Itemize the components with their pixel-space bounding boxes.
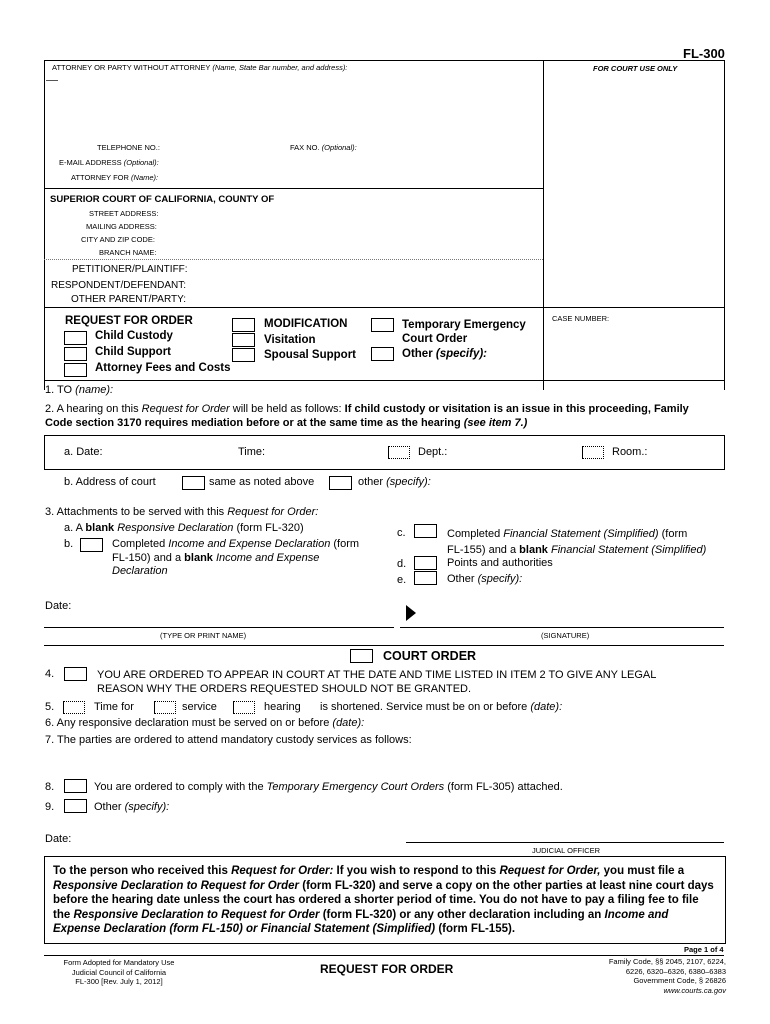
item3-b-text: Completed Income and Expense Declaration (form FL-150) and a blank Income and Expense Declaration xyxy=(112,538,360,577)
dept-checkbox[interactable] xyxy=(388,446,410,459)
modification-checkbox[interactable] xyxy=(232,318,255,332)
request-for-order-title: REQUEST FOR ORDER xyxy=(65,315,193,327)
visitation-checkbox[interactable] xyxy=(232,333,255,347)
notice-text: To the person who received this Request for Order: If you wish to respond to this Request for Order, you must file a Responsive Declaration to Request for Order (form FL-320) and serve a copy on the other parties at least nine court days before the hearing date unless the court has ordered a shorter period of time. You do not have to pay a filing fee to file the Responsive Declaration to Request for Order (form FL-320) or any other declaration including an Income and Expense Declaration (form FL-150) or Financial Statement (Simplified) (form FL-155). xyxy=(53,865,714,935)
item8-checkbox[interactable] xyxy=(64,779,87,793)
item3-e-text: Other (specify): xyxy=(447,573,523,585)
other-attachment-checkbox[interactable] xyxy=(414,571,437,585)
item3-b-label: b. xyxy=(64,538,74,550)
street-address-label: STREET ADDRESS: xyxy=(89,209,159,218)
item3-c-label: c. xyxy=(397,527,406,539)
item3-d-label: d. xyxy=(397,558,407,570)
case-number-label: CASE NUMBER: xyxy=(552,314,610,323)
footer-title: REQUEST FOR ORDER xyxy=(320,962,454,976)
attorney-fees-checkbox[interactable] xyxy=(64,363,87,377)
court-title: SUPERIOR COURT OF CALIFORNIA, COUNTY OF xyxy=(50,194,275,205)
item9-checkbox[interactable] xyxy=(64,799,87,813)
item3-e-label: e. xyxy=(397,574,407,586)
attorney-for-label: ATTORNEY FOR (Name): xyxy=(71,173,159,182)
hearing-dept-label: Dept.: xyxy=(418,446,448,458)
judicial-officer-caption: JUDICIAL OFFICER xyxy=(532,846,601,855)
judicial-officer-line[interactable] xyxy=(406,842,724,843)
same-as-above-checkbox[interactable] xyxy=(182,476,205,490)
item8-text: You are ordered to comply with the Temporary Emergency Court Orders (form FL-305) attached. xyxy=(94,781,563,793)
item9-text: Other (specify): xyxy=(94,801,170,813)
attorney-block-title: ATTORNEY OR PARTY WITHOUT ATTORNEY (Name, State Bar number, and address): xyxy=(52,63,348,72)
court-order-date-label: Date: xyxy=(45,833,72,845)
attorney-name-field[interactable] xyxy=(46,80,58,81)
mailing-address-label: MAILING ADDRESS: xyxy=(86,222,157,231)
court-order-title: COURT ORDER xyxy=(383,649,477,663)
temporary-emergency-label: Temporary Emergency Court Order xyxy=(402,319,526,345)
form-id: FL-300 xyxy=(683,46,725,61)
item3-d-text: Points and authorities xyxy=(447,557,553,569)
item5-service: service xyxy=(182,701,217,713)
child-support-label: Child Support xyxy=(95,346,172,358)
item4-num: 4. xyxy=(45,668,55,680)
signature-line[interactable] xyxy=(400,627,724,628)
other-parent-label: OTHER PARENT/PARTY: xyxy=(71,294,187,305)
item5-rest: is shortened. Service must be on or before (date): xyxy=(320,701,563,713)
temporary-emergency-checkbox[interactable] xyxy=(371,318,394,332)
same-as-above-label: same as noted above xyxy=(209,476,315,488)
income-expense-checkbox[interactable] xyxy=(80,538,103,552)
telephone-label: TELEPHONE NO.: xyxy=(97,143,160,152)
sign-here-arrow-icon xyxy=(406,605,418,621)
type-or-print-caption: (TYPE OR PRINT NAME) xyxy=(160,631,247,640)
fax-label: FAX NO. (Optional): xyxy=(290,143,357,152)
signature-caption: (SIGNATURE) xyxy=(541,631,590,640)
page-number: Page 1 of 4 xyxy=(684,945,724,954)
item5-num: 5. xyxy=(45,701,55,713)
item8-num: 8. xyxy=(45,781,55,793)
financial-statement-checkbox[interactable] xyxy=(414,524,437,538)
petitioner-label: PETITIONER/PLAINTIFF: xyxy=(72,264,188,275)
other-address-label: other (specify): xyxy=(358,476,431,488)
signature-date-label: Date: xyxy=(45,600,72,612)
hearing-time-label: Time: xyxy=(238,446,266,458)
email-label: E-MAIL ADDRESS (Optional): xyxy=(59,158,159,167)
visitation-label: Visitation xyxy=(264,334,316,346)
child-support-checkbox[interactable] xyxy=(64,347,87,361)
item3-intro: 3. Attachments to be served with this Request for Order: xyxy=(45,506,319,518)
item5-hearing: hearing xyxy=(264,701,301,713)
child-custody-label: Child Custody xyxy=(95,330,173,342)
hearing-checkbox[interactable] xyxy=(233,701,255,714)
spousal-support-checkbox[interactable] xyxy=(232,348,255,362)
branch-name-label: BRANCH NAME: xyxy=(99,248,157,257)
for-court-use-only: FOR COURT USE ONLY xyxy=(593,64,678,73)
hearing-room-label: Room.: xyxy=(612,446,648,458)
other-request-label: Other (specify): xyxy=(402,348,487,360)
court-address-label: b. Address of court xyxy=(64,476,156,488)
service-checkbox[interactable] xyxy=(154,701,176,714)
points-authorities-checkbox[interactable] xyxy=(414,556,437,570)
item6-text: 6. Any responsive declaration must be served on or before (date): xyxy=(45,717,365,729)
respondent-label: RESPONDENT/DEFENDANT: xyxy=(51,280,187,291)
item4-text: YOU ARE ORDERED TO APPEAR IN COURT AT THE DATE AND TIME LISTED IN ITEM 2 TO GIVE ANY LEGAL REASON WHY THE ORDERS REQUESTED SHOULD NOT BE GRANTED. xyxy=(97,669,657,695)
item7-text: 7. The parties are ordered to attend mandatory custody services as follows: xyxy=(45,734,412,746)
other-request-checkbox[interactable] xyxy=(371,347,394,361)
item5-time-for: Time for xyxy=(94,701,134,713)
other-address-checkbox[interactable] xyxy=(329,476,352,490)
form-adopted: Form Adopted for Mandatory Use Judicial Council of California FL-300 [Rev. July 1, 2012] xyxy=(63,958,175,986)
item3-c-text: Completed Financial Statement (Simplified) (form FL-155) and a blank Financial Statement (Simplified) xyxy=(447,528,707,556)
item9-num: 9. xyxy=(45,801,55,813)
spousal-support-label: Spousal Support xyxy=(264,349,356,361)
modification-label: MODIFICATION xyxy=(264,318,348,330)
item4-checkbox[interactable] xyxy=(64,667,87,681)
print-name-line[interactable] xyxy=(44,627,394,628)
child-custody-checkbox[interactable] xyxy=(64,331,87,345)
hearing-date-label: a. Date: xyxy=(64,446,103,458)
legal-citations: Family Code, §§ 2045, 2107, 6224, 6226, 6320–6326, 6380–6383 Government Code, § 26826 www.courts.ca.gov xyxy=(608,957,726,995)
attorney-fees-label: Attorney Fees and Costs xyxy=(95,362,231,374)
court-order-checkbox[interactable] xyxy=(350,649,373,663)
notice-box xyxy=(44,856,726,944)
city-zip-label: CITY AND ZIP CODE: xyxy=(81,235,155,244)
room-checkbox[interactable] xyxy=(582,446,604,459)
item2-hearing-text: 2. A hearing on this Request for Order will be held as follows: If child custody or visitation is an issue in this proceeding, Family Code section 3170 requires mediation before or at the same time as the hearing (see item 7.) xyxy=(45,403,689,429)
item3-a: a. A blank Responsive Declaration (form FL-320) xyxy=(64,522,304,534)
item5-checkbox[interactable] xyxy=(63,701,85,714)
item1-to: 1. TO (name): xyxy=(45,384,114,396)
